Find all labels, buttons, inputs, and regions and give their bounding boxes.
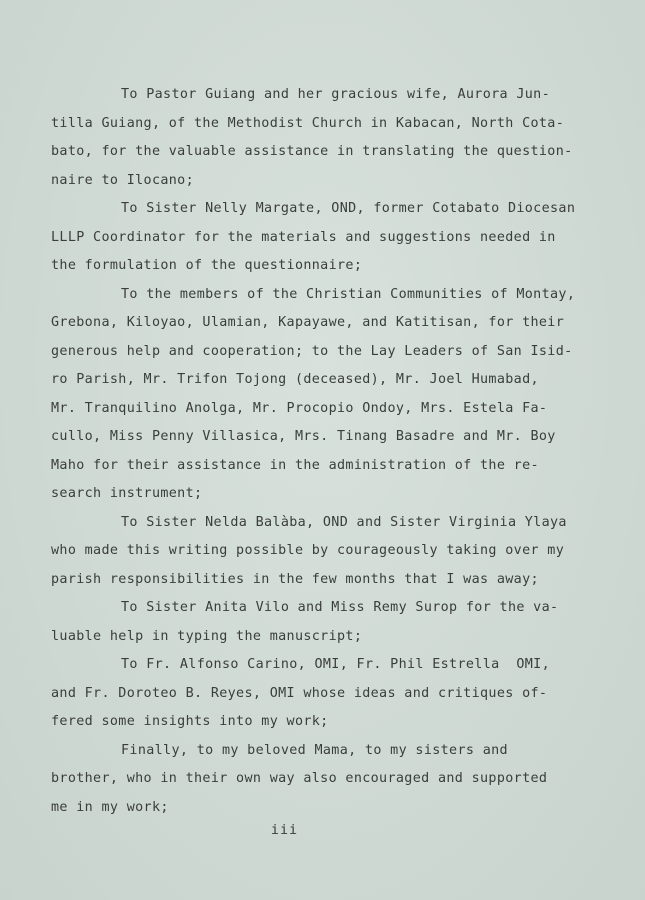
acknowledgments-text: [51, 81, 596, 822]
paragraph-fathers: [51, 651, 596, 737]
text-line: To Sister Nelda Balàba, OND and Sister Virginia Ylaya: [121, 514, 567, 530]
text-line: To Pastor Guiang and her gracious wife, Aurora Jun-: [121, 87, 551, 102]
paragraph-sister-balaba: [51, 509, 596, 595]
page-number: iii: [270, 823, 299, 838]
text-line: To the members of the Christian Communities of Montay,: [121, 286, 576, 302]
text-line: parish responsibilities in the few months that I was away;: [51, 571, 539, 587]
text-line: the formulation of the questionnaire;: [51, 258, 363, 273]
paragraph-sister-margate: [51, 195, 596, 281]
text-line: To Sister Anita Vilo and Miss Remy Surop for the va-: [121, 600, 559, 615]
text-line: me in my work;: [51, 799, 169, 815]
text-line: who made this writing possible by courageously taking over my: [51, 543, 565, 558]
text-line: bato, for the valuable assistance in translating the question-: [51, 144, 573, 159]
paragraph-christian-communities: [51, 281, 596, 509]
text-line: and Fr. Doroteo B. Reyes, OMI whose ideas and critiques of-: [51, 685, 548, 701]
text-line: Maho for their assistance in the administration of the re-: [51, 457, 539, 473]
paragraph-pastor-guiang: [51, 81, 596, 195]
text-line: Grebona, Kiloyao, Ulamian, Kapayawe, and Katitisan, for their: [51, 315, 565, 330]
text-line: luable help in typing the manuscript;: [51, 628, 363, 644]
text-line: tilla Guiang, of the Methodist Church in Kabacan, North Cota-: [51, 115, 565, 131]
text-line: Mr. Tranquilino Anolga, Mr. Procopio Ondoy, Mrs. Estela Fa-: [51, 400, 548, 416]
text-line: ro Parish, Mr. Trifon Tojong (deceased), Mr. Joel Humabad,: [51, 372, 539, 387]
text-line: brother, who in their own way also encouraged and supported: [51, 771, 548, 786]
paragraph-family: [51, 737, 596, 823]
paragraph-sister-vilo: [51, 594, 596, 651]
text-line: To Fr. Alfonso Carino, OMI, Fr. Phil Estrella OMI,: [121, 657, 551, 672]
text-line: generous help and cooperation; to the Lay Leaders of San Isid-: [51, 343, 573, 359]
text-line: To Sister Nelly Margate, OND, former Cotabato Diocesan: [121, 201, 576, 216]
text-line: naire to Ilocano;: [51, 172, 195, 188]
text-line: search instrument;: [51, 486, 203, 501]
text-line: Finally, to my beloved Mama, to my sisters and: [121, 742, 508, 758]
text-line: fered some insights into my work;: [51, 714, 329, 729]
text-line: LLLP Coordinator for the materials and suggestions needed in: [51, 229, 556, 245]
text-line: cullo, Miss Penny Villasica, Mrs. Tinang Basadre and Mr. Boy: [51, 429, 556, 444]
